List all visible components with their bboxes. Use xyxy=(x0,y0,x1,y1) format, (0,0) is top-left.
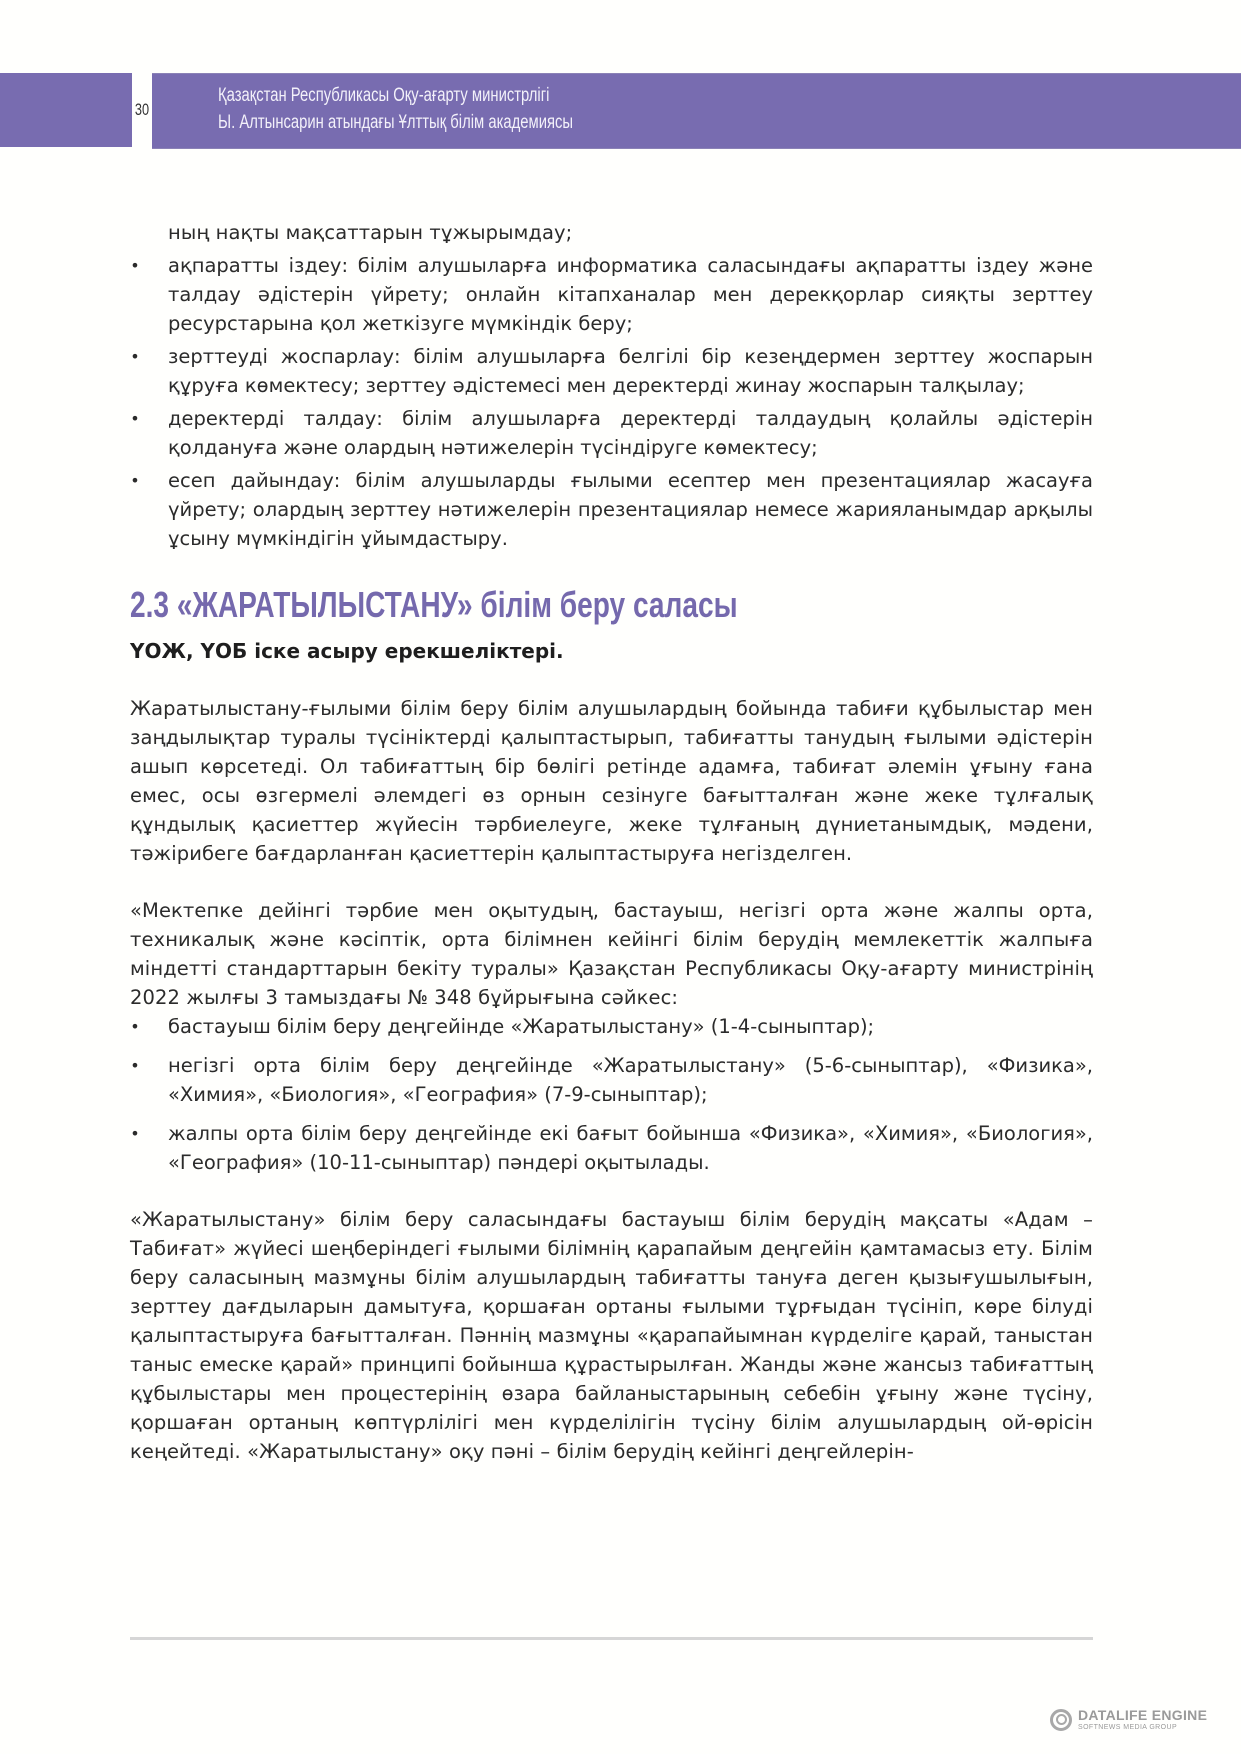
watermark-title: DATALIFE ENGINE xyxy=(1078,1707,1208,1723)
paragraph-standard: «Мектепке дейінгі тәрбие мен оқытудың, бастауыш, негізгі орта және жалпы орта, техникалық және кәсіптік, орта білімнен кейінгі білім берудің мемлекеттік жалпыға міндетті стандарттарын бекіту туралы» Қазақстан Республикасы Оқу-ағарту министрінің 2022 жылғы 3 тамыздағы № 348 бұйрығына сәйкес: xyxy=(130,899,1093,1009)
list-item: • жалпы орта білім беру деңгейінде екі бағыт бойынша «Физика», «Химия», «Биология», «География» (10-11-сыныптар) пәндері оқытылады. xyxy=(130,1119,1093,1177)
watermark-subtitle: SOFTNEWS MEDIA GROUP xyxy=(1078,1724,1178,1731)
section-subtitle: ҮОЖ, ҮОБ іске асыру ерекшеліктері. xyxy=(130,639,564,663)
footer-divider xyxy=(130,1637,1093,1640)
list-item: • деректерді талдау: білім алушыларға деректерді талдаудың қолайлы әдістерін қолдануға және олардың нәтижелерін түсіндіруге көмектесу; xyxy=(130,404,1093,462)
bullet-icon: • xyxy=(130,347,140,366)
bullet-icon: • xyxy=(130,1056,140,1075)
list-continuation: ның нақты мақсаттарын тұжырымдау; xyxy=(168,221,573,244)
header-band-left xyxy=(0,73,132,147)
page-number: 30 xyxy=(134,100,150,119)
list-item: • есеп дайындау: білім алушыларды ғылыми есептер мен презентациялар жасауға үйрету; олардың зерттеу нәтижелерін презентациялар немесе жарияланымдар арқылы ұсыну мүмкіндігін ұйымдастыру. xyxy=(130,466,1093,553)
paragraph-goal: «Жаратылыстану» білім беру саласындағы бастауыш білім берудің мақсаты «Адам – Табиғат» жүйесі шеңберіндегі ғылыми білімнің қарапайым деңгейін қамтамасыз ету. Білім беру саласының мазмұны білім алушылардың табиғатты тануға деген қызығушылығын, зерттеу дағдыларын дамытуға, қоршаған ортаны ғылыми тұрғыдан түсініп, көре білуді қалыптастыруға бағытталған. Пәннің мазмұны «қарапайымнан күрделіге қарай, таныстан таныс емеске қарай» принципі бойынша құрастырылған. Жанды және жансыз табиғаттың құбылыстары мен процестерінің өзара байланыстарының себебін ұғыну және түсіну, қоршаған ортаның көптүрлілігі мен күрделілігін түсіну білім алушылардың ой-өрісін кеңейтеді. «Жаратылыстану» оқу пәні – білім берудің кейінгі деңгейлерін- xyxy=(130,1208,1093,1463)
research-steps-list xyxy=(130,251,1093,553)
header-ministry: Қазақстан Республикасы Оқу-ағарту министрлігі xyxy=(218,85,550,106)
list-item: • негізгі орта білім беру деңгейінде «Жаратылыстану» (5-6-сыныптар), «Физика», «Химия», «Биология», «География» (7-9-сыныптар); xyxy=(130,1051,1093,1109)
bullet-icon: • xyxy=(130,256,140,275)
page-content xyxy=(130,218,1093,1466)
watermark xyxy=(1050,1708,1207,1731)
list-item: • ақпаратты іздеу: білім алушыларға информатика саласындағы ақпаратты іздеу және талдау әдістерін үйрету; онлайн кітапханалар мен дерекқорлар сияқты зерттеу ресурстарына қол жеткізуге мүмкіндік беру; xyxy=(130,251,1093,338)
section-title: 2.3 «ЖАРАТЫЛЫСТАНУ» білім беру саласы xyxy=(130,584,738,625)
bullet-icon: • xyxy=(130,409,140,428)
bullet-icon: • xyxy=(130,1124,140,1143)
bullet-icon: • xyxy=(130,1017,140,1036)
paragraph-intro: Жаратылыстану-ғылыми білім беру білім алушылардың бойында табиғи құбылыстар мен заңдылықтар туралы түсініктерді қалыптастырып, табиғатты танудың ғылыми әдістерін ашып көрсетеді. Ол табиғаттың бір бөлігі ретінде адамға, табиғат әлемін ұғыну ғана емес, осы өзгермелі әлемдегі өз орнын сезінуге бағытталған және жеке тұлғалық құндылық қасиеттер жүйесін тәрбиелеуге, жеке тұлғаның дүниетанымдық, мәдени, тәжірибеге бағдарланған қасиеттерін қалыптастыруға негізделген. xyxy=(130,697,1093,865)
bullet-icon: • xyxy=(130,471,140,490)
list-item: • зерттеуді жоспарлау: білім алушыларға белгілі бір кезеңдермен зерттеу жоспарын құруға көмектесу; зерттеу әдістемесі мен деректерді жинау жоспарын талқылау; xyxy=(130,342,1093,400)
header-academy: Ы. Алтынсарин атындағы Ұлттық білім академиясы xyxy=(218,112,574,133)
datalife-logo-icon xyxy=(1050,1709,1072,1731)
education-levels-list xyxy=(130,1012,1093,1177)
list-item: • бастауыш білім беру деңгейінде «Жаратылыстану» (1-4-сыныптар); xyxy=(130,1012,1093,1041)
header-text xyxy=(218,82,573,136)
